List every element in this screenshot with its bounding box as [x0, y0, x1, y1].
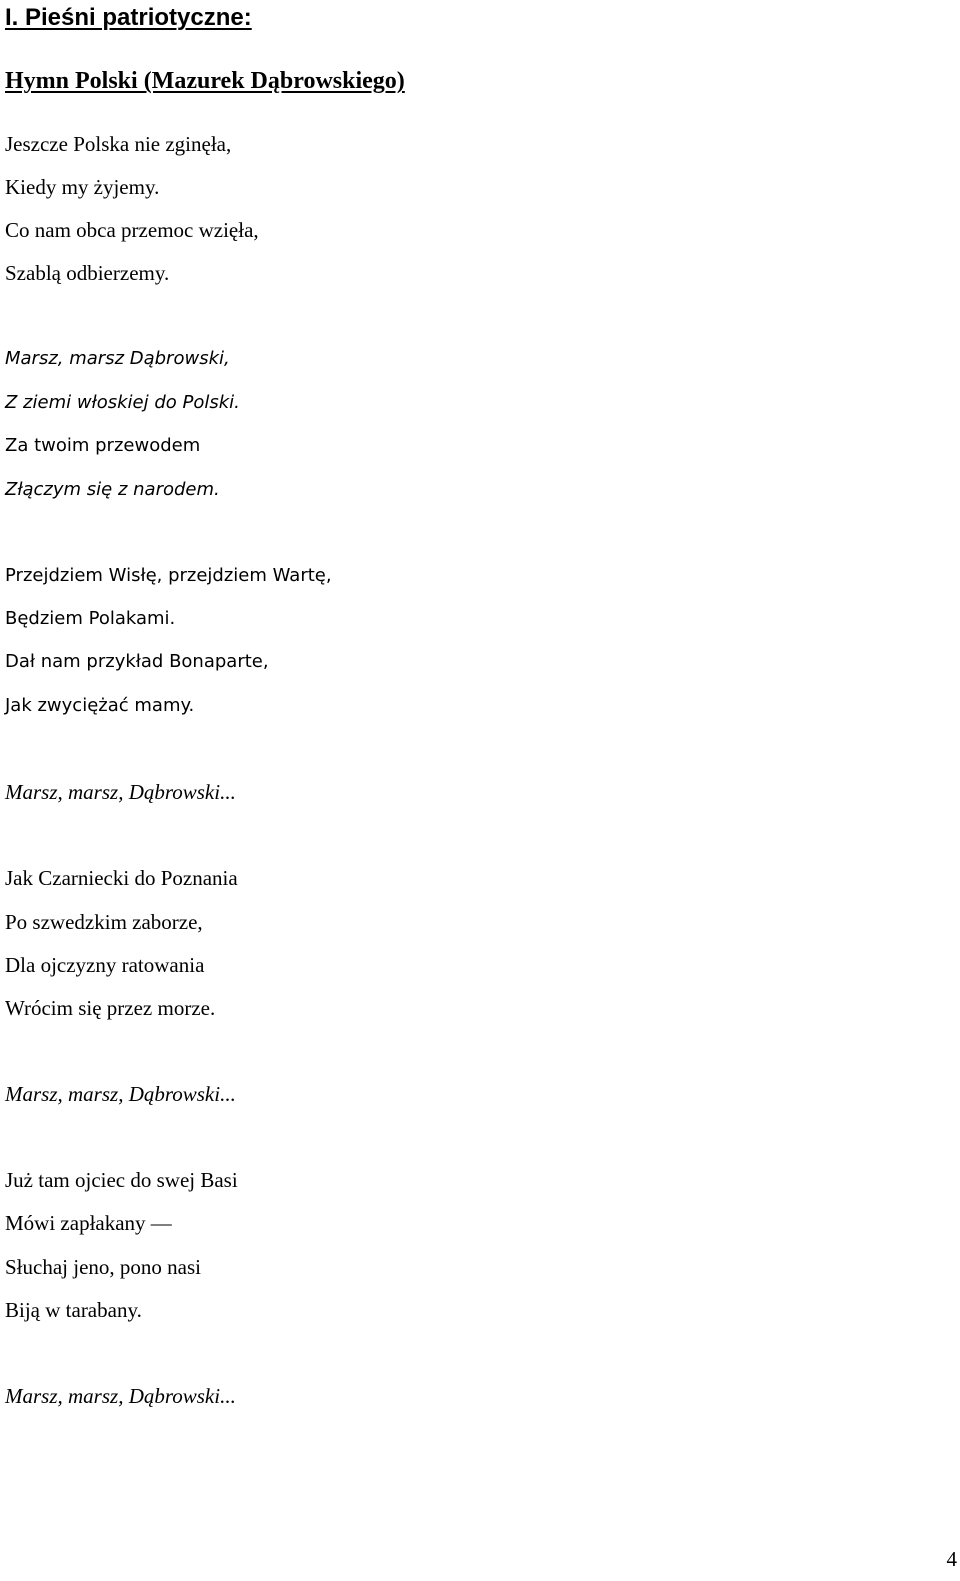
verse-line: Jak zwyciężać mamy. [5, 695, 195, 716]
refrain-line: Marsz, marsz, Dąbrowski... [5, 1384, 236, 1408]
verse-line: Jeszcze Polska nie zginęła, [5, 132, 232, 156]
refrain-line: Z ziemi włoskiej do Polski. [5, 392, 240, 413]
refrain-line: Złączym się z narodem. [5, 479, 220, 500]
verse-line: Będziem Polakami. [5, 608, 176, 629]
verse-line: Mówi zapłakany — [5, 1211, 172, 1235]
verse-line: Jak Czarniecki do Poznania [5, 866, 238, 890]
refrain-line: Marsz, marsz, Dąbrowski... [5, 1082, 236, 1106]
verse-line: Kiedy my żyjemy. [5, 175, 160, 199]
refrain-line: Za twoim przewodem [5, 435, 201, 456]
page-number: 4 [946, 1547, 957, 1571]
verse-line: Biją w tarabany. [5, 1298, 142, 1322]
verse-line: Słuchaj jeno, pono nasi [5, 1255, 201, 1279]
verse-line: Co nam obca przemoc wzięła, [5, 218, 259, 242]
verse-line: Po szwedzkim zaborze, [5, 910, 203, 934]
refrain-line: Marsz, marsz Dąbrowski, [5, 348, 230, 369]
verse-line: Już tam ojciec do swej Basi [5, 1168, 238, 1192]
verse-line: Dał nam przykład Bonaparte, [5, 651, 269, 672]
refrain-line: Marsz, marsz, Dąbrowski... [5, 780, 236, 804]
verse-line: Przejdziem Wisłę, przejdziem Wartę, [5, 565, 332, 586]
verse-line: Szablą odbierzemy. [5, 261, 170, 285]
verse-line: Wrócim się przez morze. [5, 996, 216, 1020]
verse-line: Dla ojczyzny ratowania [5, 953, 205, 977]
section-heading: I. Pieśni patriotyczne: [5, 4, 252, 31]
song-title: Hymn Polski (Mazurek Dąbrowskiego) [5, 68, 405, 94]
